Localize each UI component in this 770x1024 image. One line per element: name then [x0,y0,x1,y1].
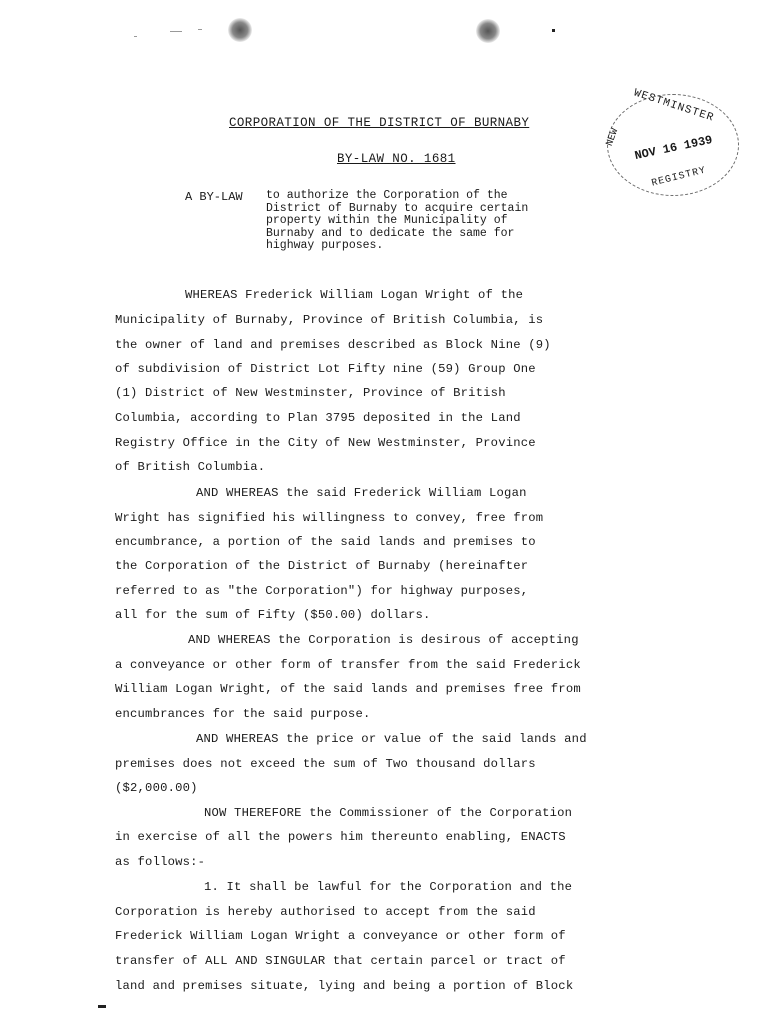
body-line: Corporation is hereby authorised to accept from the said [115,905,536,919]
body-line: encumbrances for the said purpose. [115,707,371,721]
body-line: AND WHEREAS the Corporation is desirous of accepting [188,633,579,647]
body-line: encumbrance, a portion of the said lands and premises to [115,535,536,549]
body-line: Wright has signified his willingness to convey, free from [115,511,544,525]
stamp-top-text: WESTMINSTER [632,87,716,125]
body-line: all for the sum of Fifty ($50.00) dollars. [115,608,431,622]
body-line: William Logan Wright, of the said lands and premises free from [115,682,581,696]
body-line: a conveyance or other form of transfer from the said Frederick [115,658,581,672]
scan-speck [198,29,202,30]
body-line: Municipality of Burnaby, Province of British Columbia, is [115,313,544,327]
stamp-date: NOV 16 1939 [633,132,714,164]
punch-hole-mark-right [476,19,500,43]
body-line: NOW THEREFORE the Commissioner of the Corporation [204,806,573,820]
body-line: WHEREAS Frederick William Logan Wright of the [185,288,524,302]
body-line: transfer of ALL AND SINGULAR that certain parcel or tract of [115,954,566,968]
preamble-text: to authorize the Corporation of the District of Burnaby to acquire certain property within the Municipality of Burnaby and to dedicate the same for highway purposes. [266,189,529,252]
body-line: as follows:- [115,855,206,869]
body-line: land and premises situate, lying and being a portion of Block [115,979,574,993]
body-line: Frederick William Logan Wright a conveyance or other form of [115,929,566,943]
scan-speck [134,36,137,37]
body-line: Columbia, according to Plan 3795 deposited in the Land [115,411,521,425]
body-line: of British Columbia. [115,460,266,474]
body-line: ($2,000.00) [115,781,198,795]
stamp-bottom-text: REGISTRY [650,165,708,190]
body-line: the Corporation of the District of Burnaby (hereinafter [115,559,529,573]
body-line: referred to as "the Corporation") for highway purposes, [115,584,529,598]
body-line: premises does not exceed the sum of Two thousand dollars [115,757,536,771]
scan-speck [170,31,182,32]
preamble-label: A BY-LAW [185,190,243,204]
stamp-left-text: NEW [604,127,622,148]
body-line: in exercise of all the powers him thereunto enabling, ENACTS [115,830,566,844]
scan-speck [552,29,555,32]
bylaw-number: BY-LAW NO. 1681 [337,152,456,166]
punch-hole-mark-left [228,18,252,42]
body-line: AND WHEREAS the price or value of the said lands and [196,732,587,746]
margin-mark [98,1005,106,1008]
body-line: 1. It shall be lawful for the Corporation and the [204,880,573,894]
body-line: AND WHEREAS the said Frederick William Logan [196,486,527,500]
body-line: Registry Office in the City of New Westminster, Province [115,436,536,450]
body-line: (1) District of New Westminster, Province of British [115,386,506,400]
body-line: of subdivision of District Lot Fifty nine (59) Group One [115,362,536,376]
body-line: the owner of land and premises described as Block Nine (9) [115,338,551,352]
document-title: CORPORATION OF THE DISTRICT OF BURNABY [229,116,530,130]
